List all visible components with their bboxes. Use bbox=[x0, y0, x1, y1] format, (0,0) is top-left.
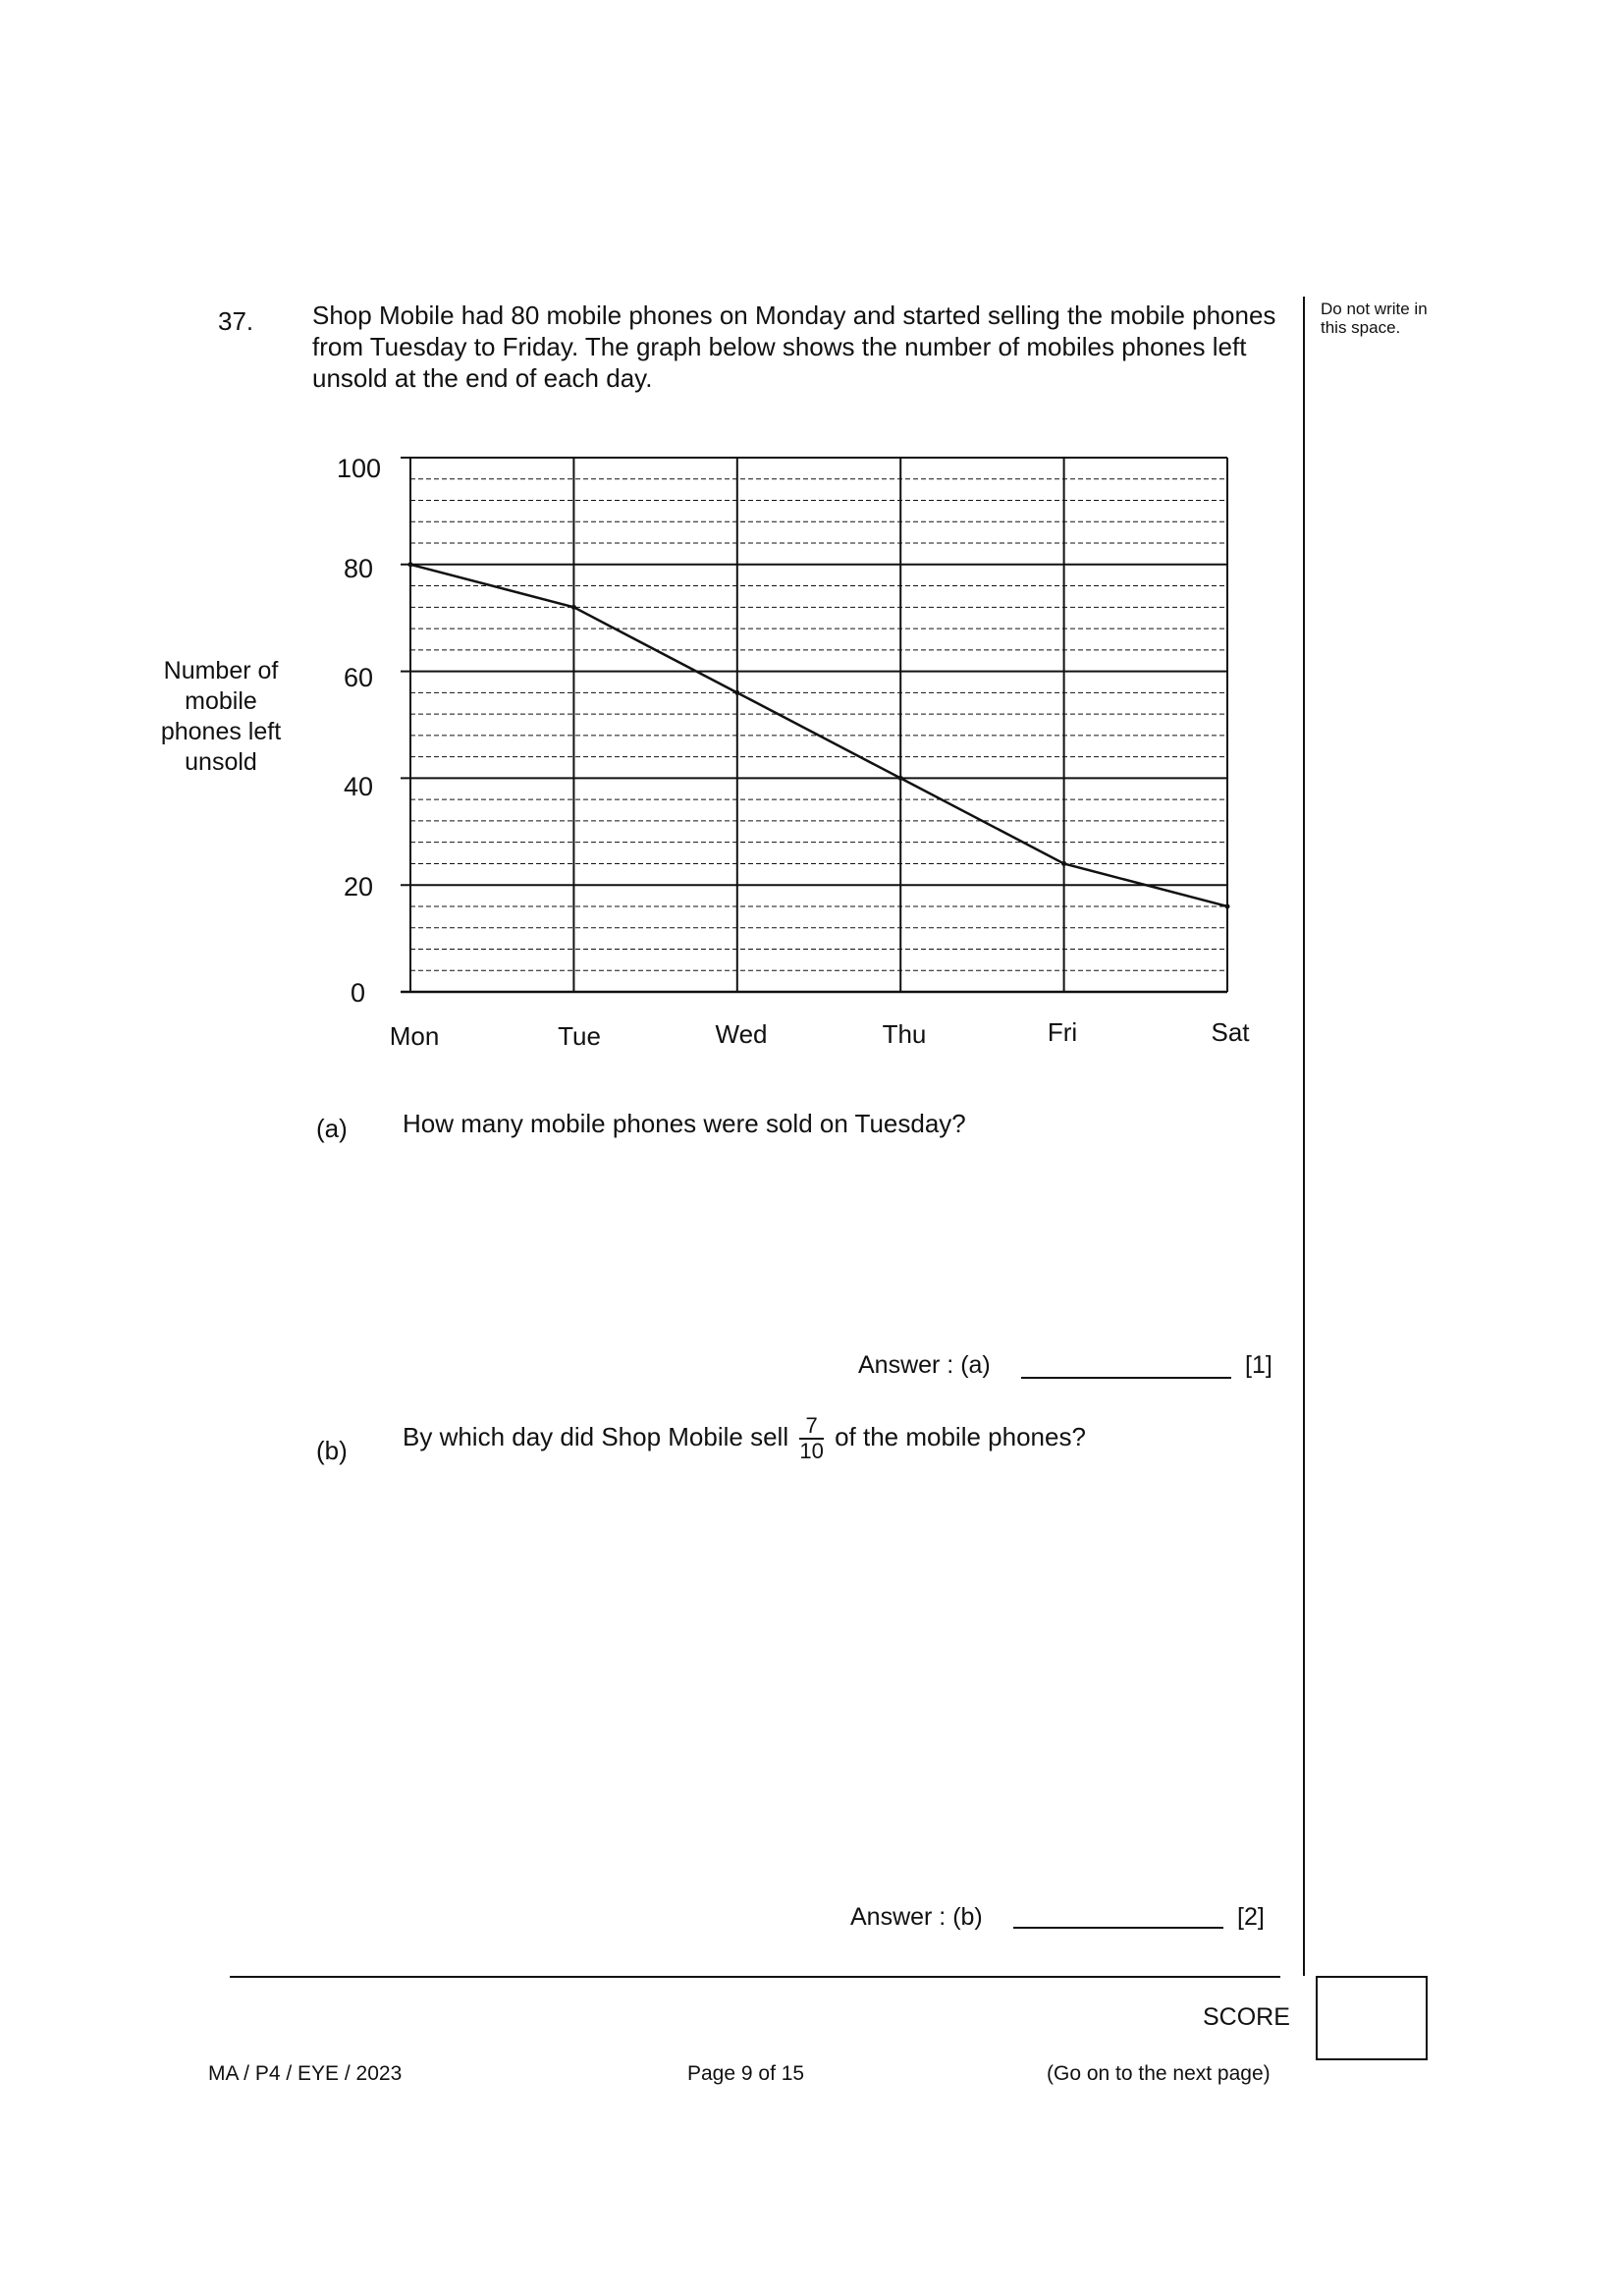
y-tick-label: 20 bbox=[343, 872, 373, 902]
fraction-denominator: 10 bbox=[799, 1439, 824, 1463]
fraction bbox=[799, 1414, 823, 1463]
score-box[interactable] bbox=[1316, 1976, 1428, 2060]
answer-a-field[interactable] bbox=[1021, 1377, 1231, 1379]
data-point bbox=[898, 776, 903, 781]
y-tick-label: 40 bbox=[343, 772, 373, 801]
score-label: SCORE bbox=[1203, 2003, 1290, 2031]
part-b-text-after: of the mobile phones? bbox=[835, 1421, 1086, 1451]
paper-code: MA / P4 / EYE / 2023 bbox=[208, 2062, 403, 2085]
y-tick-label: 0 bbox=[350, 978, 365, 1008]
x-tick-label: Tue bbox=[558, 1021, 601, 1051]
data-point bbox=[734, 690, 739, 695]
line-chart bbox=[0, 0, 1624, 1080]
y-tick-label: 100 bbox=[336, 454, 381, 483]
fraction-numerator: 7 bbox=[799, 1414, 823, 1440]
part-a-label: (a) bbox=[316, 1114, 348, 1143]
answer-a-label: Answer : (a) bbox=[858, 1351, 991, 1379]
question-text: Shop Mobile had 80 mobile phones on Monday and started selling the mobile phones from Tuesday to Friday. The graph below shows the number of mobiles phones left unsold at the end of each day. bbox=[312, 301, 1276, 393]
x-tick-label: Mon bbox=[389, 1021, 440, 1051]
x-tick-label: Fri bbox=[1047, 1017, 1078, 1047]
part-a-question: How many mobile phones were sold on Tuesday? bbox=[403, 1109, 966, 1138]
page-number: Page 9 of 15 bbox=[687, 2062, 805, 2085]
part-b-text-before: By which day did Shop Mobile sell bbox=[403, 1421, 789, 1451]
y-tick-label: 80 bbox=[343, 554, 373, 583]
y-axis-label: Number of mobile phones left unsold bbox=[160, 657, 282, 776]
data-point bbox=[1061, 861, 1066, 866]
part-a-marks: [1] bbox=[1245, 1351, 1272, 1379]
part-b-marks: [2] bbox=[1237, 1903, 1265, 1931]
answer-b-field[interactable] bbox=[1013, 1927, 1223, 1929]
part-b-question bbox=[403, 1414, 1086, 1463]
data-point bbox=[408, 562, 413, 567]
part-b-label: (b) bbox=[316, 1436, 348, 1465]
margin-note: Do not write in this space. bbox=[1321, 300, 1428, 337]
answer-b-label: Answer : (b) bbox=[850, 1903, 983, 1931]
y-tick-label: 60 bbox=[343, 663, 373, 692]
x-tick-label: Thu bbox=[882, 1019, 927, 1049]
chart-grid bbox=[401, 458, 1227, 992]
bottom-rule bbox=[230, 1976, 1280, 1978]
x-tick-label: Sat bbox=[1211, 1017, 1250, 1047]
question-number: 37. bbox=[218, 306, 254, 336]
x-tick-label: Wed bbox=[715, 1019, 768, 1049]
next-page-note: (Go on to the next page) bbox=[1047, 2062, 1271, 2085]
data-point bbox=[571, 605, 576, 610]
data-point bbox=[1225, 903, 1230, 908]
